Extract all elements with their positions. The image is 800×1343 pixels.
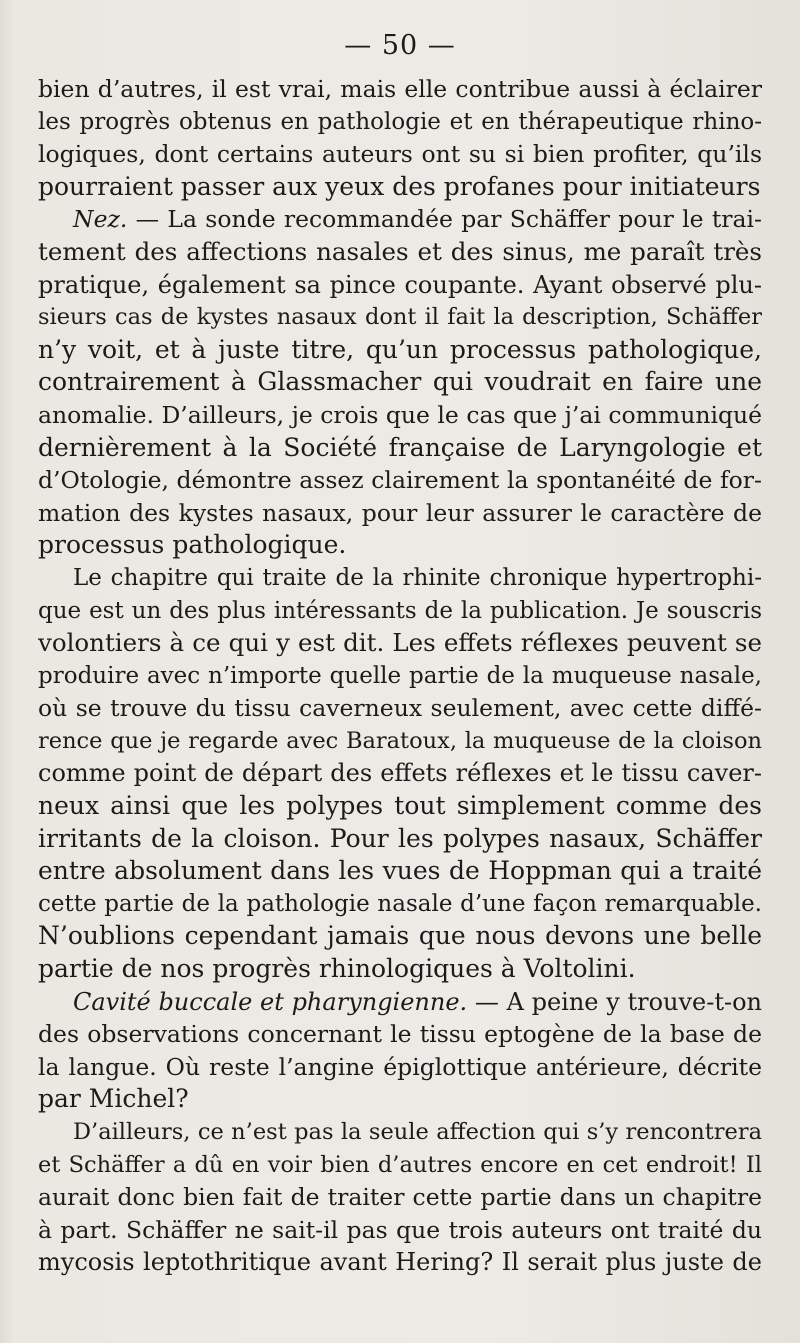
line-text: comme point de départ des effets réflexes et le tissu caver- [38,759,762,788]
line-text: les progrès obtenus en pathologie et en thérapeutique rhino- [38,108,762,135]
line-text: D’ailleurs, ce n’est pas la seule affection qui s’y rencontrera [73,1119,762,1145]
text-line [38,1018,762,1051]
text-line [38,888,762,921]
line-text: irritants de la cloison. Pour les polypes nasaux, Schäffer [38,823,762,853]
line-text: cette partie de la pathologie nasale d’une façon remarquable. [38,890,762,917]
text-line [38,855,762,888]
text-line [38,953,762,986]
line-text: par Michel? [38,1084,189,1114]
line-text: tement des affections nasales et des sinus, me paraît très [38,236,762,266]
section-heading: Nez. [73,205,128,234]
text-line [38,138,762,171]
text-line [38,497,762,530]
line-text: volontiers à ce qui y est dit. Les effets réflexes peuvent se [38,628,762,658]
text-line [38,692,762,725]
line-text: que est un des plus intéressants de la publication. Je souscris [38,597,762,624]
text-line [38,334,762,367]
text-line [38,399,762,432]
line-text: où se trouve du tissu caverneux seulement, avec cette diffé- [38,694,762,723]
line-text: produire avec n’importe quelle partie de la muqueuse nasale, [38,662,762,689]
text-line [38,366,762,399]
text-line [38,660,762,693]
text-line [38,1116,762,1149]
line-text: à part. Schäffer ne sait-il pas que trois auteurs ont traité du [38,1215,762,1244]
line-text: rence que je regarde avec Baratoux, la muqueuse de la cloison [38,727,762,754]
line-text: sieurs cas de kystes nasaux dont il fait la description, Schäffer [38,304,762,331]
line-text: d’Otologie, démontre assez clairement la spontanéité de for- [38,466,762,495]
line-text: mation des kystes nasaux, pour leur assurer le caractère de [38,498,762,527]
text-line [38,464,762,497]
text-line [38,920,762,953]
line-text: dernièrement à la Société française de Laryngologie et [38,432,762,462]
text-line [38,203,762,236]
line-text: anomalie. D’ailleurs, je crois que le cas que j’ai communiqué [38,400,762,429]
line-text: Le chapitre qui traite de la rhinite chronique hypertrophi- [73,564,762,591]
line-text: entre absolument dans les vues de Hoppman qui a traité [38,856,762,886]
text-line [38,236,762,269]
line-text: — La sonde recommandée par Schäffer pour le trai- [127,205,762,234]
text-line [38,562,762,595]
line-text: processus pathologique. [38,530,347,560]
line-text: N’oublions cependant jamais que nous devons une belle [38,921,762,951]
text-line [38,301,762,334]
line-text: — A peine y trouve-t-on [467,987,762,1016]
text-line [38,269,762,302]
text-line [38,986,762,1019]
text-line [38,757,762,790]
line-text: mycosis leptothritique avant Hering? Il serait plus juste de [38,1248,762,1277]
text-line [38,627,762,660]
line-text: partie de nos progrès rhinologiques à Voltolini. [38,954,636,984]
text-line [38,1246,762,1279]
body-text [38,73,762,1279]
line-text: la langue. Où reste l’angine épiglottique antérieure, décrite [38,1052,762,1081]
page-number: — 50 — [344,30,456,61]
text-line [38,1214,762,1247]
text-line [38,725,762,758]
section-heading: Cavité buccale et pharyngienne. [73,987,468,1016]
text-line [38,1051,762,1084]
line-text: n’y voit, et à juste titre, qu’un processus pathologique, [38,334,762,364]
line-text: pourraient passer aux yeux des profanes pour initiateurs [38,171,761,201]
text-line [38,73,762,106]
text-line [38,790,762,823]
line-text: contrairement à Glassmacher qui voudrait en faire une [38,367,762,397]
line-text: des observations concernant le tissu eptogène de la base de [38,1020,762,1049]
line-text: neux ainsi que les polypes tout simplement comme des [38,791,762,821]
text-line [38,1181,762,1214]
line-text: logiques, dont certains auteurs ont su si bien profiter, qu’ils [38,140,762,169]
text-line [38,595,762,628]
text-line [38,106,762,139]
text-line [38,823,762,856]
text-line [38,529,762,562]
line-text: et Schäffer a dû en voir bien d’autres encore en cet endroit! Il [38,1151,762,1178]
text-line [38,1083,762,1116]
line-text: pratique, également sa pince coupante. Ayant observé plu- [38,270,762,299]
text-line [38,432,762,465]
line-text: bien d’autres, il est vrai, mais elle contribue aussi à éclairer [38,75,762,103]
text-line [38,1149,762,1182]
text-line [38,171,762,204]
line-text: aurait donc bien fait de traiter cette partie dans un chapitre [38,1183,762,1212]
